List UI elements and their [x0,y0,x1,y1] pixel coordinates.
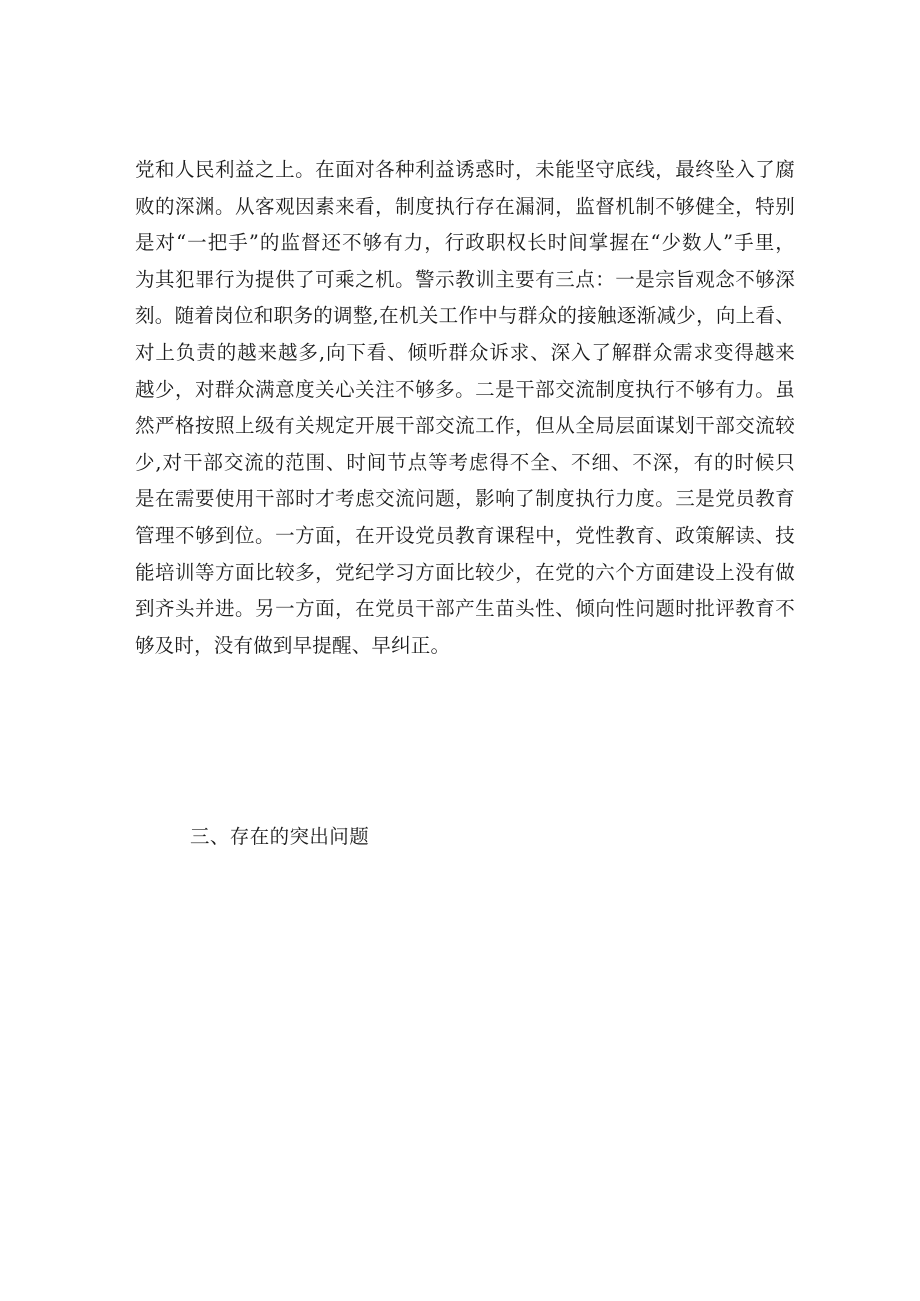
body-paragraph [135,152,795,664]
paragraph-line: 然严格按照上级有关规定开展干部交流工作，但从全局层面谋划干部交流较 [135,414,795,438]
paragraph-line: 到齐头并进。另一方面，在党员干部产生苗头性、倾向性问题时批评教育不 [135,597,795,621]
paragraph-line: 是在需要使用干部时才考虑交流问题，影响了制度执行力度。三是党员教育 [135,487,795,511]
paragraph-line: 败的深渊。从客观因素来看，制度执行存在漏洞，监督机制不够健全，特别 [135,194,795,218]
paragraph-line: 越少，对群众满意度关心关注不够多。二是干部交流制度执行不够有力。虽 [135,377,795,401]
paragraph-line: 党和人民利益之上。在面对各种利益诱惑时，未能坚守底线，最终坠入了腐 [135,158,795,181]
section-heading: 三、存在的突出问题 [190,825,370,848]
paragraph-line: 管理不够到位。一方面，在开设党员教育课程中，党性教育、政策解读、技 [135,523,795,547]
paragraph-line: 对上负责的越来越多,向下看、倾听群众诉求、深入了解群众需求变得越来 [135,340,795,364]
paragraph-line-last: 够及时，没有做到早提醒、早纠正。 [135,633,451,657]
paragraph-line: 能培训等方面比较多，党纪学习方面比较少，在党的六个方面建设上没有做 [135,560,795,584]
paragraph-line: 是对“一把手”的监督还不够有力，行政职权长时间掌握在“少数人”手里， [135,231,795,255]
paragraph-line: 少,对干部交流的范围、时间节点等考虑得不全、不细、不深，有的时候只 [135,450,795,474]
paragraph-line: 为其犯罪行为提供了可乘之机。警示教训主要有三点：一是宗旨观念不够深 [135,267,795,291]
paragraph-line: 刻。随着岗位和职务的调整,在机关工作中与群众的接触逐渐减少，向上看、 [135,304,795,328]
